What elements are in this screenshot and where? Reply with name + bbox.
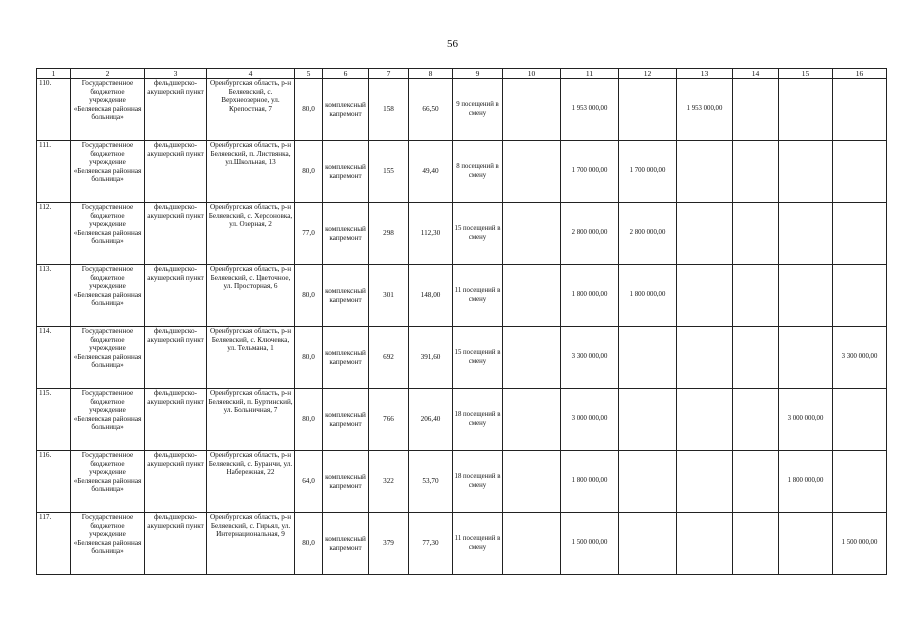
col16-cost-cell: [833, 389, 887, 451]
work-type-cell: комплексный капремонт: [323, 451, 369, 513]
col7-value-cell: 692: [369, 327, 409, 389]
work-type-cell: комплексный капремонт: [323, 513, 369, 575]
organization-cell: Государственное бюджетное учреждение «Беляевская районная больница»: [71, 513, 145, 575]
row-number: 114.: [37, 327, 71, 389]
work-type-cell: комплексный капремонт: [323, 389, 369, 451]
facility-type-cell: фельдшерско-акушерский пункт: [145, 513, 207, 575]
table-row: [37, 513, 887, 575]
objects-table: [36, 68, 887, 575]
address-cell: Оренбургская область, р-н Беляевский, с. Буранчи, ул. Набережная, 22: [207, 451, 295, 513]
col7-value-cell: 322: [369, 451, 409, 513]
col13-cost-cell: 1 953 000,00: [677, 79, 733, 141]
work-type-cell: комплексный капремонт: [323, 141, 369, 203]
address-cell: Оренбургская область, р-н Беляевский, с. Гирьял, ул. Интернациональная, 9: [207, 513, 295, 575]
col15-cost-cell: [779, 79, 833, 141]
total-cost-cell: 2 800 000,00: [561, 203, 619, 265]
total-cost-cell: 1 953 000,00: [561, 79, 619, 141]
col10-cell: [503, 451, 561, 513]
address-cell: Оренбургская область, р-н Беляевский, с. Ключевка, ул. Тельмана, 1: [207, 327, 295, 389]
table-row: [37, 203, 887, 265]
facility-type-cell: фельдшерско-акушерский пункт: [145, 389, 207, 451]
column-header: 13: [677, 69, 733, 79]
area-cell: 80,0: [295, 389, 323, 451]
col12-cost-cell: 2 800 000,00: [619, 203, 677, 265]
col8-value-cell: 77,30: [409, 513, 453, 575]
work-type-cell: комплексный капремонт: [323, 79, 369, 141]
col14-cost-cell: [733, 79, 779, 141]
total-cost-cell: 1 700 000,00: [561, 141, 619, 203]
work-type-cell: комплексный капремонт: [323, 327, 369, 389]
col10-cell: [503, 265, 561, 327]
address-cell: Оренбургская область, р-н Беляевский, п. Буртинский, ул. Больничная, 7: [207, 389, 295, 451]
row-number: 112.: [37, 203, 71, 265]
row-number: 113.: [37, 265, 71, 327]
capacity-cell: 11 посещений в смену: [453, 265, 503, 327]
facility-type-cell: фельдшерско-акушерский пункт: [145, 265, 207, 327]
organization-cell: Государственное бюджетное учреждение «Беляевская районная больница»: [71, 203, 145, 265]
col10-cell: [503, 79, 561, 141]
row-number: 110.: [37, 79, 71, 141]
total-cost-cell: 1 800 000,00: [561, 265, 619, 327]
col8-value-cell: 49,40: [409, 141, 453, 203]
area-cell: 80,0: [295, 327, 323, 389]
col7-value-cell: 766: [369, 389, 409, 451]
col15-cost-cell: [779, 141, 833, 203]
col16-cost-cell: [833, 451, 887, 513]
col16-cost-cell: [833, 141, 887, 203]
col10-cell: [503, 513, 561, 575]
column-header: 12: [619, 69, 677, 79]
col12-cost-cell: [619, 79, 677, 141]
col15-cost-cell: [779, 327, 833, 389]
col7-value-cell: 298: [369, 203, 409, 265]
column-header: 14: [733, 69, 779, 79]
col16-cost-cell: 3 300 000,00: [833, 327, 887, 389]
col7-value-cell: 379: [369, 513, 409, 575]
col12-cost-cell: 1 800 000,00: [619, 265, 677, 327]
row-number: 116.: [37, 451, 71, 513]
col8-value-cell: 112,30: [409, 203, 453, 265]
facility-type-cell: фельдшерско-акушерский пункт: [145, 327, 207, 389]
col8-value-cell: 206,40: [409, 389, 453, 451]
facility-type-cell: фельдшерско-акушерский пункт: [145, 451, 207, 513]
col16-cost-cell: [833, 265, 887, 327]
area-cell: 80,0: [295, 513, 323, 575]
col16-cost-cell: [833, 203, 887, 265]
col10-cell: [503, 203, 561, 265]
organization-cell: Государственное бюджетное учреждение «Беляевская районная больница»: [71, 389, 145, 451]
column-header: 11: [561, 69, 619, 79]
col13-cost-cell: [677, 203, 733, 265]
area-cell: 77,0: [295, 203, 323, 265]
column-header: 1: [37, 69, 71, 79]
page-number: 56: [447, 38, 458, 50]
capacity-cell: 15 посещений в смену: [453, 327, 503, 389]
col8-value-cell: 66,50: [409, 79, 453, 141]
column-header: 6: [323, 69, 369, 79]
column-header: 10: [503, 69, 561, 79]
facility-type-cell: фельдшерско-акушерский пункт: [145, 203, 207, 265]
col15-cost-cell: [779, 203, 833, 265]
col10-cell: [503, 327, 561, 389]
column-header: 9: [453, 69, 503, 79]
organization-cell: Государственное бюджетное учреждение «Беляевская районная больница»: [71, 265, 145, 327]
area-cell: 64,0: [295, 451, 323, 513]
col15-cost-cell: [779, 265, 833, 327]
col14-cost-cell: [733, 203, 779, 265]
col7-value-cell: 155: [369, 141, 409, 203]
table-row: [37, 265, 887, 327]
column-header: 3: [145, 69, 207, 79]
organization-cell: Государственное бюджетное учреждение «Беляевская районная больница»: [71, 79, 145, 141]
total-cost-cell: 3 000 000,00: [561, 389, 619, 451]
col14-cost-cell: [733, 451, 779, 513]
column-header: 15: [779, 69, 833, 79]
col8-value-cell: 148,00: [409, 265, 453, 327]
col14-cost-cell: [733, 327, 779, 389]
capacity-cell: 8 посещений в смену: [453, 141, 503, 203]
address-cell: Оренбургская область, р-н Беляевский, с. Цветочное, ул. Просторная, 6: [207, 265, 295, 327]
col7-value-cell: 301: [369, 265, 409, 327]
organization-cell: Государственное бюджетное учреждение «Беляевская районная больница»: [71, 141, 145, 203]
row-number: 111.: [37, 141, 71, 203]
col16-cost-cell: 1 500 000,00: [833, 513, 887, 575]
col15-cost-cell: 1 800 000,00: [779, 451, 833, 513]
organization-cell: Государственное бюджетное учреждение «Беляевская районная больница»: [71, 327, 145, 389]
col12-cost-cell: [619, 513, 677, 575]
table-row: [37, 389, 887, 451]
row-number: 115.: [37, 389, 71, 451]
table-row: [37, 451, 887, 513]
col16-cost-cell: [833, 79, 887, 141]
col13-cost-cell: [677, 265, 733, 327]
col14-cost-cell: [733, 389, 779, 451]
area-cell: 80,0: [295, 265, 323, 327]
col12-cost-cell: [619, 327, 677, 389]
col13-cost-cell: [677, 389, 733, 451]
facility-type-cell: фельдшерско-акушерский пункт: [145, 79, 207, 141]
capacity-cell: 15 посещений в смену: [453, 203, 503, 265]
col10-cell: [503, 389, 561, 451]
column-number-row: [37, 69, 887, 79]
total-cost-cell: 1 500 000,00: [561, 513, 619, 575]
work-type-cell: комплексный капремонт: [323, 203, 369, 265]
col8-value-cell: 391,60: [409, 327, 453, 389]
column-header: 16: [833, 69, 887, 79]
column-header: 7: [369, 69, 409, 79]
col15-cost-cell: [779, 513, 833, 575]
column-header: 8: [409, 69, 453, 79]
col13-cost-cell: [677, 451, 733, 513]
column-header: 2: [71, 69, 145, 79]
col13-cost-cell: [677, 327, 733, 389]
col7-value-cell: 158: [369, 79, 409, 141]
col12-cost-cell: [619, 389, 677, 451]
area-cell: 80,0: [295, 79, 323, 141]
area-cell: 80,0: [295, 141, 323, 203]
col12-cost-cell: 1 700 000,00: [619, 141, 677, 203]
col14-cost-cell: [733, 141, 779, 203]
organization-cell: Государственное бюджетное учреждение «Беляевская районная больница»: [71, 451, 145, 513]
col13-cost-cell: [677, 513, 733, 575]
col10-cell: [503, 141, 561, 203]
total-cost-cell: 1 800 000,00: [561, 451, 619, 513]
column-header: 5: [295, 69, 323, 79]
work-type-cell: комплексный капремонт: [323, 265, 369, 327]
capacity-cell: 9 посещений в смену: [453, 79, 503, 141]
col13-cost-cell: [677, 141, 733, 203]
column-header: 4: [207, 69, 295, 79]
col8-value-cell: 53,70: [409, 451, 453, 513]
table-row: [37, 141, 887, 203]
address-cell: Оренбургская область, р-н Беляевский, п. Листвянка, ул.Школьная, 13: [207, 141, 295, 203]
col12-cost-cell: [619, 451, 677, 513]
table-row: [37, 79, 887, 141]
row-number: 117.: [37, 513, 71, 575]
address-cell: Оренбургская область, р-н Беляевский, с. Верхнеозерное, ул. Крепостная, 7: [207, 79, 295, 141]
address-cell: Оренбургская область, р-н Беляевский, с. Херсоновка, ул. Озерная, 2: [207, 203, 295, 265]
col14-cost-cell: [733, 265, 779, 327]
col14-cost-cell: [733, 513, 779, 575]
table-row: [37, 327, 887, 389]
capacity-cell: 18 посещений в смену: [453, 389, 503, 451]
col15-cost-cell: 3 000 000,00: [779, 389, 833, 451]
total-cost-cell: 3 300 000,00: [561, 327, 619, 389]
capacity-cell: 11 посещений в смену: [453, 513, 503, 575]
facility-type-cell: фельдшерско-акушерский пункт: [145, 141, 207, 203]
capacity-cell: 18 посещений в смену: [453, 451, 503, 513]
